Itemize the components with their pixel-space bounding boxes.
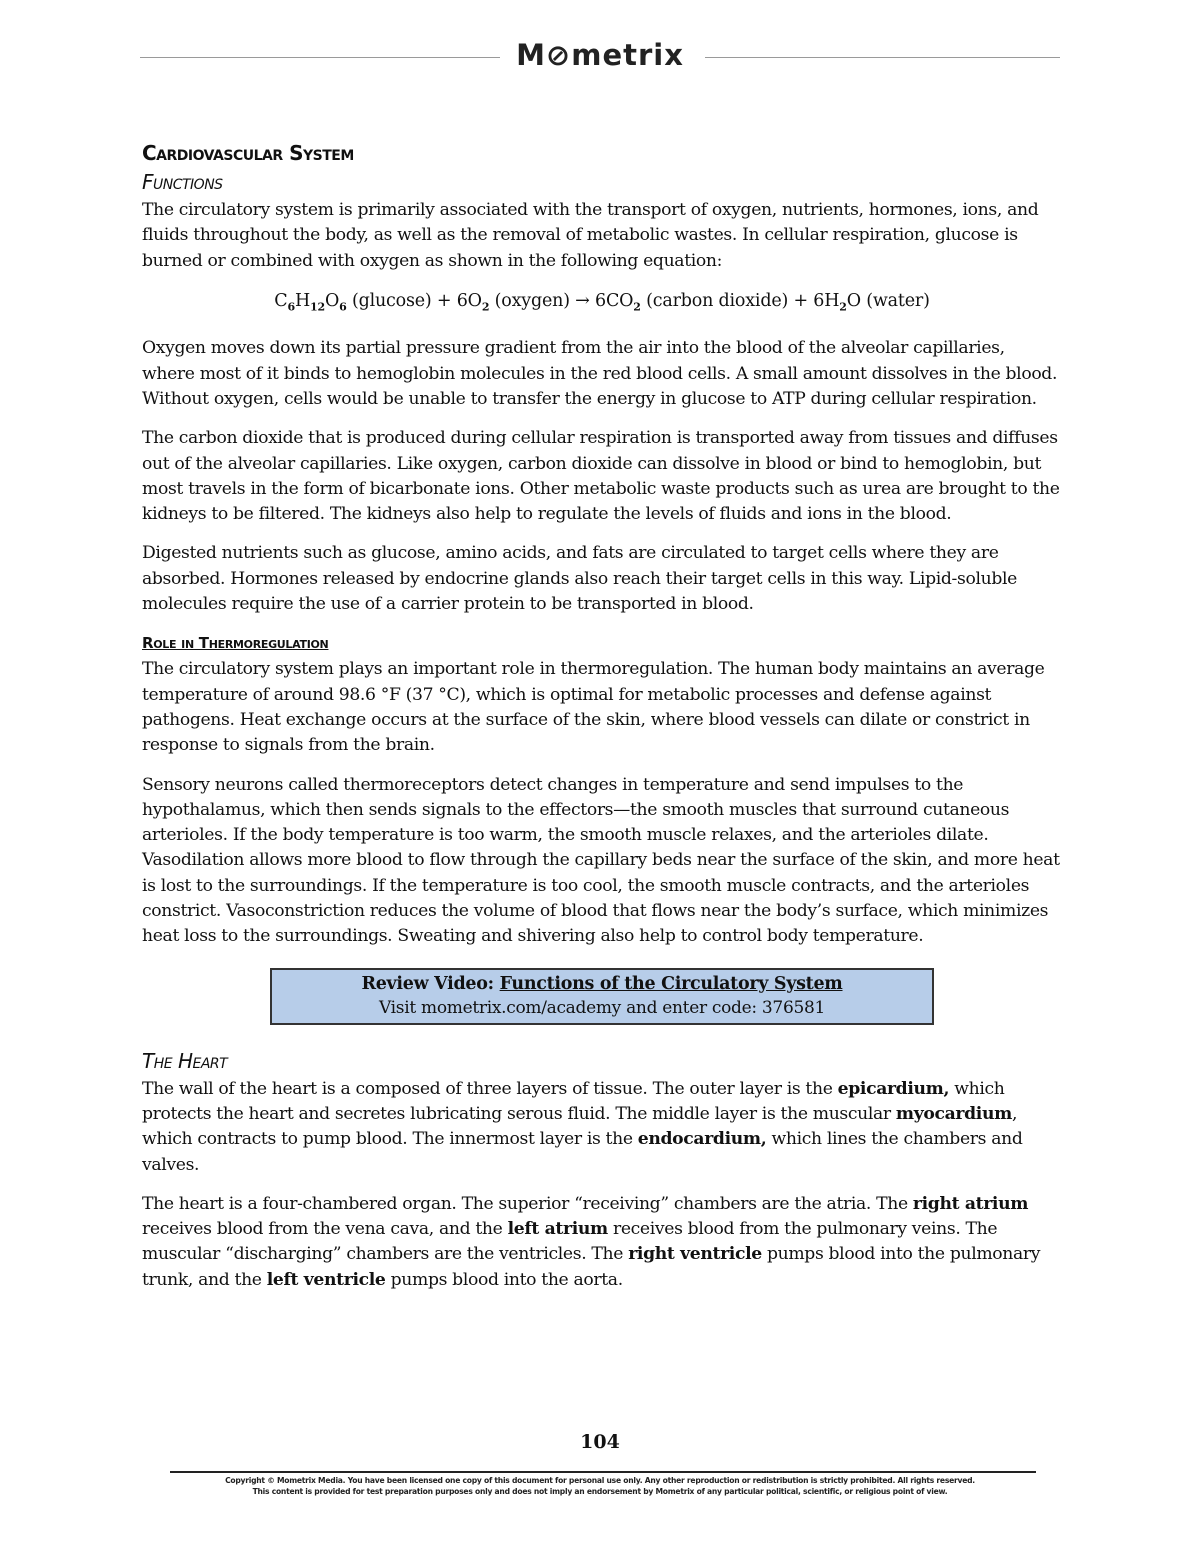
functions-paragraph-3: The carbon dioxide that is produced during cellular respiration is transported away from tissues and diffuses out of the alveolar capillaries. Like oxygen, carbon dioxide can dissolve in blood or bind to hemoglobin, but most travels in the form of bicarbonate ions. Other metabolic waste products such as urea are brought to the kidneys to be filtered. The kidneys also help to regulate the levels of fluids and ions in the blood. bbox=[142, 428, 1060, 525]
respiration-equation: $C_6H_{12}O_6$ $(glucose) + 6O_2$ (oxygen) → $6CO_2$ (carbon dioxide) + $6H_2O$ (water) bbox=[274, 290, 930, 314]
term-left-atrium: left atrium bbox=[507, 1219, 608, 1240]
heart-paragraph-2: The heart is a four-chambered organ. The superior “receiving” chambers are the atria. The right atrium receives blood from the vena cava, and the left atrium receives blood from the pulmonary veins. The muscular “discharging” chambers are the ventricles. The right ventricle pumps blood into the pulmonary trunk, and the left ventricle pumps blood into the aorta. bbox=[142, 1193, 1041, 1290]
functions-paragraph-4: Digested nutrients such as glucose, amino acids, and fats are circulated to target cells where they are absorbed. Hormones released by endocrine glands also reach their target cells in this way. Lipid-soluble molecules require the use of a carrier protein to be transported in blood. bbox=[142, 543, 1017, 615]
term-myocardium: myocardium bbox=[895, 1103, 1012, 1124]
thermoregulation-paragraph-2: Sensory neurons called thermoreceptors detect changes in temperature and send impulses to the hypothalamus, which then sends signals to the effectors—the smooth muscles that surround cutaneous arterioles. If the body temperature is too warm, the smooth muscle relaxes, and the arterioles dilate. Vasodilation allows more blood to flow through the capillary beds near the surface of the skin, and more heat is lost to the surroundings. If the temperature is too cool, the smooth muscle contracts, and the arterioles constrict. Vasoconstriction reduces the volume of blood that flows near the body’s surface, which minimizes heat loss to the surroundings. Sweating and shivering also help to control body temperature. bbox=[142, 774, 1060, 947]
review-video-link[interactable]: Functions of the Circulatory System bbox=[499, 973, 843, 994]
review-video-code: Visit mometrix.com/academy and enter code: 376581 bbox=[378, 997, 826, 1018]
header-rule-right bbox=[705, 57, 1060, 58]
term-epicardium: epicardium, bbox=[837, 1078, 950, 1099]
page-header bbox=[140, 36, 1060, 76]
header-rule-left bbox=[140, 57, 500, 58]
functions-paragraph-2: Oxygen moves down its partial pressure gradient from the air into the blood of the alveolar capillaries, where most of it binds to hemoglobin molecules in the red blood cells. A small amount dissolves in the blood. Without oxygen, cells would be unable to transfer the energy in glucose to ATP during cellular respiration. bbox=[142, 338, 1058, 409]
footer-copyright: Copyright © Mometrix Media. You have been licensed one copy of this document for personal use only. Any other reproduction or redistribution is strictly prohibited. All rights reserved. bbox=[225, 1476, 975, 1485]
review-video-box bbox=[270, 968, 934, 1025]
thermoregulation-heading: Role in Thermoregulation bbox=[142, 634, 329, 653]
review-video-title: Review Video: Functions of the Circulatory System bbox=[361, 973, 843, 994]
term-right-atrium: right atrium bbox=[912, 1193, 1029, 1214]
heart-paragraph-1: The wall of the heart is a composed of three layers of tissue. The outer layer is the epicardium, which protects the heart and secretes lubricating serous fluid. The middle layer is the muscular myocardium, which contracts to pump blood. The innermost layer is the endocardium, which lines the chambers and valves. bbox=[142, 1078, 1023, 1175]
thermoregulation-paragraph-1: The circulatory system plays an important role in thermoregulation. The human body maintains an average temperature of around 98.6 °F (37 °C), which is optimal for metabolic processes and defense against pathogens. Heat exchange occurs at the surface of the skin, where blood vessels can dilate or constrict in response to signals from the brain. bbox=[142, 659, 1045, 756]
term-right-ventricle: right ventricle bbox=[628, 1244, 762, 1265]
functions-heading: Functions bbox=[142, 170, 223, 194]
functions-paragraph-1: The circulatory system is primarily associated with the transport of oxygen, nutrients, hormones, ions, and fluids throughout the body, as well as the removal of metabolic wastes. In cellular respiration, glucose is burned or combined with oxygen as shown in the following equation: bbox=[142, 200, 1039, 271]
page-number: 104 bbox=[580, 1431, 620, 1453]
section-title: Cardiovascular System bbox=[142, 141, 354, 165]
footer-rule bbox=[170, 1471, 1036, 1473]
footer-disclaimer: This content is provided for test preparation purposes only and does not imply an endorsement by Mometrix of any particular political, scientific, or religious point of view. bbox=[252, 1487, 948, 1496]
heart-heading: The Heart bbox=[142, 1048, 228, 1073]
term-endocardium: endocardium, bbox=[637, 1129, 767, 1150]
page-content bbox=[142, 138, 1062, 1307]
term-left-ventricle: left ventricle bbox=[266, 1269, 386, 1290]
mometrix-logo: M⊘metrix bbox=[516, 38, 684, 72]
